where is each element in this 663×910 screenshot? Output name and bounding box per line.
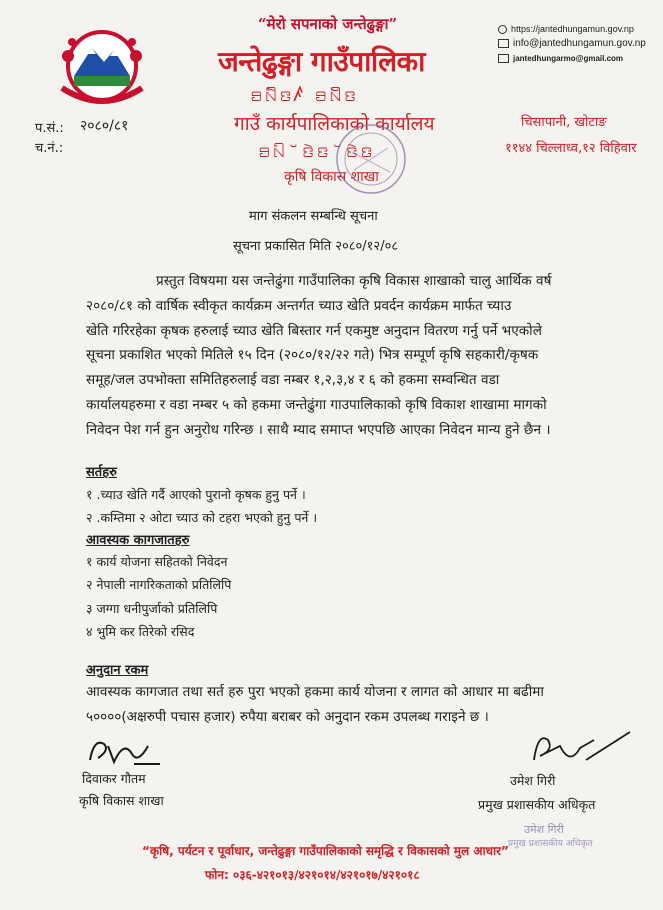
grant-body <box>86 680 646 730</box>
email-line <box>498 38 646 49</box>
letterhead-script-line1: ꤋꤡꤧꤢꤰ ꤋꤡꤩꤢ <box>250 82 359 106</box>
right-signatory-title: प्रमुख प्रशासकीय अधिकृत <box>478 797 596 812</box>
branch-name: कृषि विकास शाखा <box>284 169 379 185</box>
website-link[interactable]: https://jantedhungamun.gov.np <box>511 24 634 34</box>
grant-heading: अनुदान रकम <box>86 663 149 678</box>
patra-label: प.सं.: <box>35 121 64 136</box>
right-signature-mark <box>530 726 640 774</box>
footer-phone: फोन: ०३६-४२१०१३/४२१०१४/४२१०१७/४२१०१८ <box>205 868 420 882</box>
email-link[interactable]: info@jantedhungamun.gov.np <box>513 38 646 49</box>
body-line: २०८०/८१ को वार्षिक स्वीकृत कार्यक्रम अन्तर्गत च्याउ खेति प्रवर्दन कार्यक्रम मार्फत च्याउ <box>86 297 512 314</box>
body-line: प्रस्तुत विषयमा यस जन्तेढुंगा गाउँपालिका कृषि विकास शाखाको चालु आर्थिक वर्ष <box>156 273 552 289</box>
patra-value: २०८०/८१ <box>80 118 129 134</box>
stamp-name: उमेश गिरी <box>524 823 564 836</box>
envelope-icon <box>498 54 509 63</box>
location-address: ११४४ चिल्लाध्व,१२ विहिवार <box>505 141 637 156</box>
grant-line: ५००००(अक्षरुपी पचास हजार) रुपैया बराबर को अनुदान रकम उपलब्ध गराइने छ । <box>86 709 489 725</box>
left-signature-mark <box>84 734 164 772</box>
body-line: सूचना प्रकाशित भएको मितिले १५ दिन (२०८०/१२/२२ गते) भित्र सम्पूर्ण कृषि सहकारी/कृषक <box>86 347 539 364</box>
document-item: ४ भुमि कर तिरेको रसिद <box>86 624 195 639</box>
office-seal <box>334 122 408 196</box>
municipality-logo <box>52 18 152 118</box>
letterhead-script-line2: ꤋꤡ ꤩꤢꤧꤢ ꤩꤢꤧꤢ <box>258 138 375 162</box>
left-signatory-branch: कृषि विकास शाखा <box>79 793 164 808</box>
publish-date: सूचना प्रकासित मिति २०८०/१२/०८ <box>233 239 399 254</box>
body-line: खेति गरिरहेका कृषक हरुलाई च्याउ खेति बिस्तार गर्न एकमुष्ट अनुदान वितरण गर्नु पर्ने भएकोले <box>86 322 542 339</box>
notice-body <box>86 269 634 443</box>
notice-subject: माग संकलन सम्बन्धि सूचना <box>249 209 378 224</box>
email-icon <box>498 39 509 48</box>
body-line: समूह/जल उपभोक्ता समितिहरुलाई वडा नम्बर १,२,३,४ र ६ को हकमा सम्वन्धित वडा <box>86 372 500 389</box>
office-name: गाउँ कार्यपालिकाको कार्यालय <box>234 113 435 135</box>
left-signatory-name: दिवाकर गौतम <box>82 771 146 786</box>
email2-link[interactable]: jantedhungarmo@gmail.com <box>513 54 624 63</box>
document-item: १ कार्य योजना सहितको निवेदन <box>86 554 228 569</box>
grant-line: आवस्यक कागजात तथा सर्त हरु पुरा भएको हकमा कार्य योजना र लागत को आधार मा बढीमा <box>86 684 544 700</box>
website-line <box>498 24 634 34</box>
document-item: ३ जग्गा धनीपुर्जाको प्रतिलिपि <box>86 601 218 616</box>
conditions-heading: सर्तहरु <box>86 465 117 480</box>
body-line: निवेदन पेश गर्न हुन अनुरोध गरिन्छ । साथै म्याद समाप्त भएपछि आएका निवेदन मान्य हुने छैन । <box>86 421 551 438</box>
condition-item: १ .च्याउ खेति गर्दै आएको पुरानो कृषक हुनु पर्ने । <box>86 487 306 502</box>
chalani-label: च.नं.: <box>35 141 64 156</box>
letterhead-slogan: “मेरो सपनाको जन्तेढुङ्गा” <box>258 15 398 33</box>
footer-slogan: “कृषि, पर्यटन र पूर्वाधार, जन्तेढुङ्गा गाउँपालिकाको समृद्धि र विकासको मुल आधार” <box>142 844 509 858</box>
municipality-title: जन्तेढुङ्गा गाउँपालिका <box>218 45 425 78</box>
right-signatory-name: उमेश गिरी <box>510 773 556 788</box>
location-place: चिसापानी, खोटाङ <box>521 115 607 130</box>
condition-item: २ .कम्तिमा २ ओटा च्याउ को टहरा भएको हुनु पर्ने । <box>86 510 318 525</box>
body-line: कार्यालयहरुमा र वडा नम्बर ५ को हकमा जन्तेढुंगा गाउपालिकाको कृषि विकाश शाखामा मागको <box>86 396 547 413</box>
document-item: २ नेपाली नागरिकताको प्रतिलिपि <box>86 577 232 592</box>
email2-line <box>498 54 623 63</box>
documents-heading: आवस्यक कागजातहरु <box>86 533 190 548</box>
globe-icon <box>498 25 507 34</box>
stamp-subtitle: प्रमुख प्रशासकीय अधिकृत <box>508 839 593 849</box>
